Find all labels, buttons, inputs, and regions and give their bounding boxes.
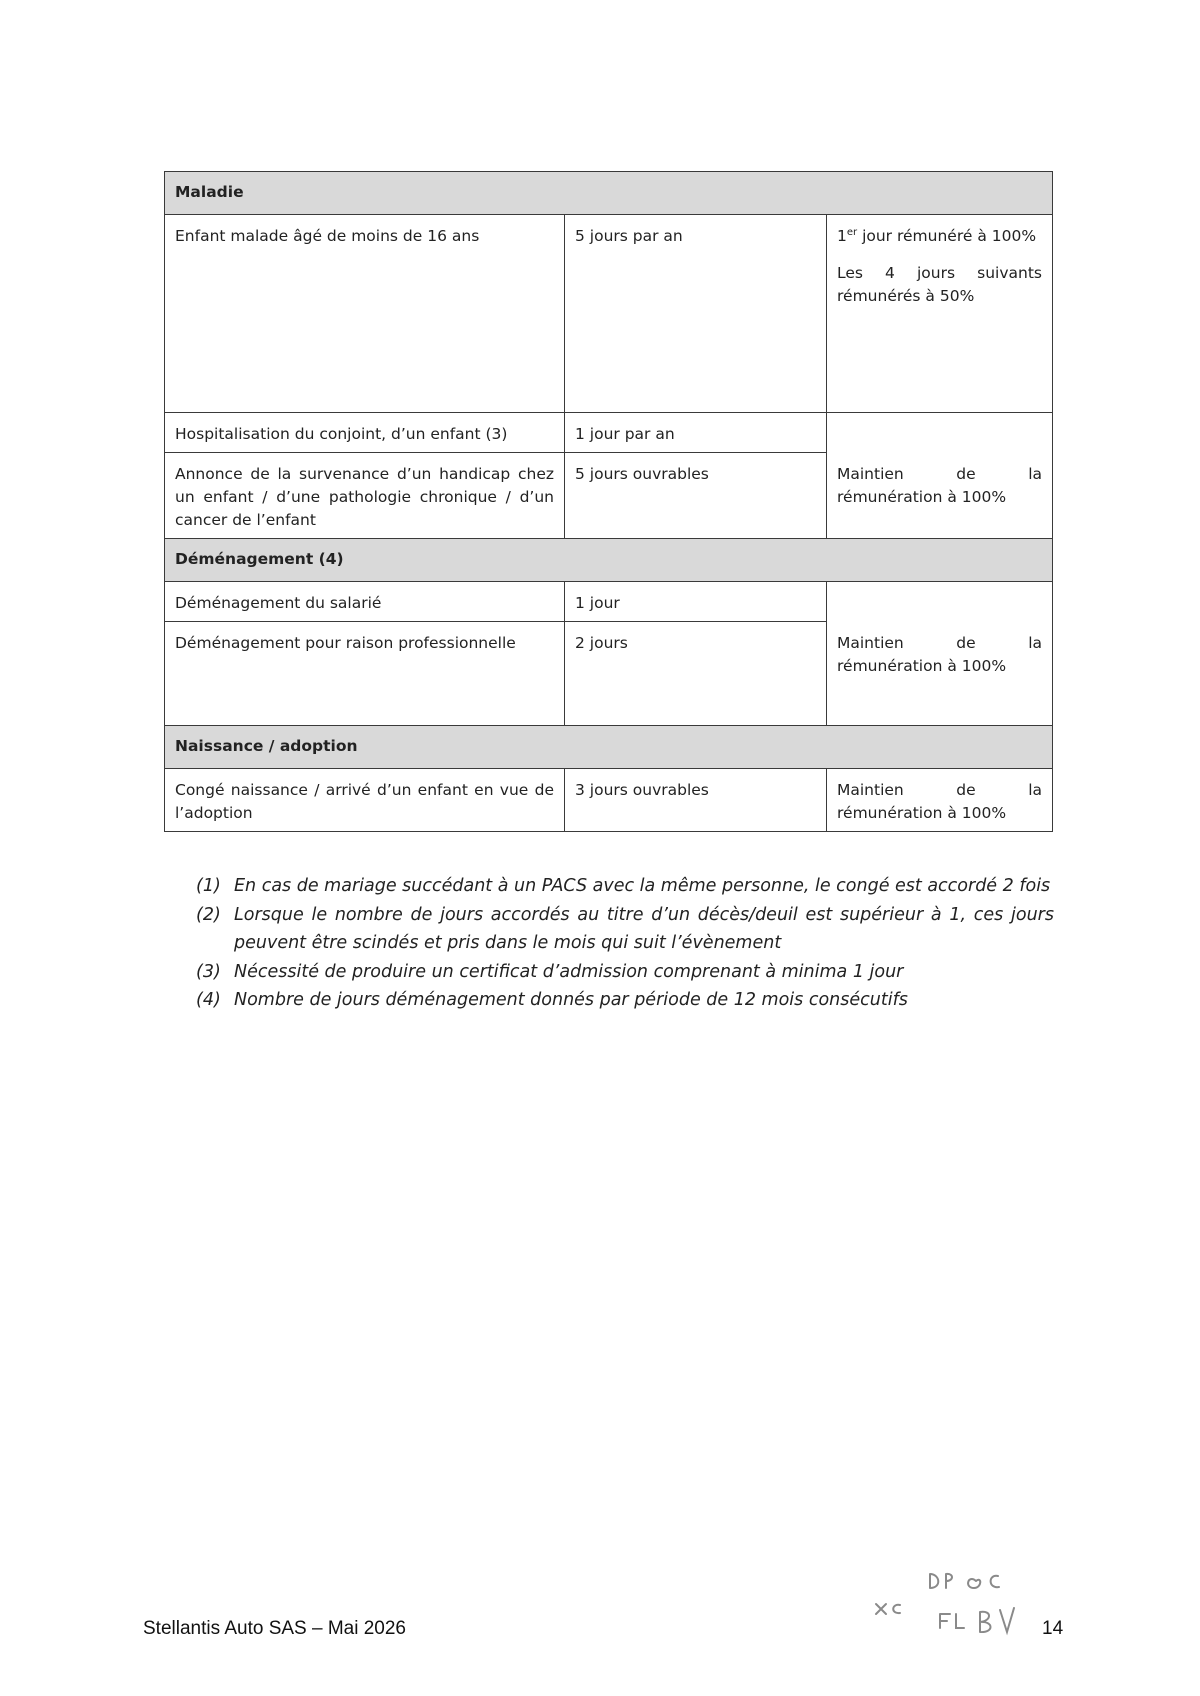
duree-cell: 1 jour	[565, 582, 827, 622]
duree-cell: 2 jours	[565, 622, 827, 726]
table-row	[165, 769, 1053, 832]
motif-cell: Déménagement du salarié	[165, 582, 565, 622]
section-header-demenagement	[165, 539, 1053, 582]
duree-cell: 1 jour par an	[565, 413, 827, 453]
footnote-item: (4) Nombre de jours déménagement donnés par période de 12 mois consécutifs	[196, 990, 908, 1010]
duree-cell: 5 jours ouvrables	[565, 453, 827, 539]
footnote-item: (1) En cas de mariage succédant à un PACS avec la même personne, le congé est accordé 2 fois	[196, 876, 1051, 896]
handwritten-initials	[860, 1560, 1050, 1650]
duree-cell: 5 jours par an	[565, 215, 827, 413]
table-row	[165, 413, 1053, 453]
motif-cell: Déménagement pour raison professionnelle	[165, 622, 565, 726]
motif-cell: Enfant malade âgé de moins de 16 ans	[165, 215, 565, 413]
section-title: Déménagement (4)	[165, 539, 1053, 582]
remuneration-cell: Maintien de la rémunération à 100%	[827, 769, 1053, 832]
remuneration-cell: Maintien de la rémunération à 100%	[827, 582, 1053, 726]
footnote-item: (3) Nécessité de produire un certificat d’admission comprenant à minima 1 jour	[196, 961, 904, 982]
footnote-item: (2) Lorsque le nombre de jours accordés au titre d’un décès/deuil est supérieur à 1, ces jours peuvent être scindés et pris dans le mois qui suit l’évènement	[196, 904, 1054, 953]
footnotes	[196, 872, 1054, 1015]
section-header-maladie	[165, 172, 1053, 215]
page-number: 14	[1042, 1618, 1064, 1639]
section-header-naissance	[165, 726, 1053, 769]
duree-cell: 3 jours ouvrables	[565, 769, 827, 832]
remuneration-cell: 1er jour rémunéré à 100% Les 4 jours suivants rémunérés à 50%	[827, 215, 1053, 413]
table-row	[165, 582, 1053, 622]
section-title: Naissance / adoption	[165, 726, 1053, 769]
section-title: Maladie	[165, 172, 1053, 215]
motif-cell: Annonce de la survenance d’un handicap chez un enfant / d’une pathologie chronique / d’un cancer de l’enfant	[165, 453, 565, 539]
motif-cell: Hospitalisation du conjoint, d’un enfant (3)	[165, 413, 565, 453]
footer-company: Stellantis Auto SAS – Mai 2026	[143, 1618, 406, 1639]
leave-table	[164, 171, 1053, 832]
motif-cell: Congé naissance / arrivé d’un enfant en vue de l’adoption	[165, 769, 565, 832]
remuneration-cell: Maintien de la rémunération à 100%	[827, 413, 1053, 539]
table-row	[165, 215, 1053, 413]
